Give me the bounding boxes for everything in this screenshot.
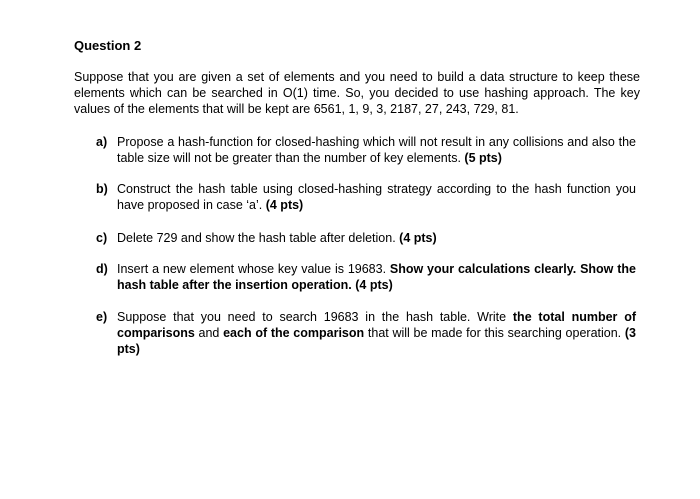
part-e-text — [117, 309, 636, 357]
part-b-text — [117, 181, 636, 213]
part-e-body-1: Suppose that you need to search 19683 in the hash table. Write — [117, 310, 513, 324]
part-d-text — [117, 261, 636, 293]
part-e-bold-1: the total number of comparisons — [117, 310, 636, 340]
part-e-points: (3 pts) — [117, 326, 636, 356]
part-a-body: Propose a hash-function for closed-hashing which will not result in any collisions and also the table size will not be greater than the number of key elements. — [117, 135, 636, 165]
part-b-points: (4 pts) — [265, 198, 304, 212]
part-c-points: (4 pts) — [399, 231, 437, 245]
part-c-text — [117, 230, 636, 246]
part-c-label: c) — [96, 231, 108, 245]
part-a-label: a) — [96, 135, 108, 149]
part-a-points: (5 pts) — [464, 151, 502, 165]
part-b-body: Construct the hash table using closed-hashing strategy according to the hash function you have proposed in case ‘a’. — [117, 182, 636, 212]
part-a-text — [117, 134, 636, 166]
part-e-bold-2: each of the comparison — [223, 326, 365, 340]
part-d-body: Insert a new element whose key value is 19683. — [117, 262, 390, 276]
part-b-label: b) — [96, 182, 108, 196]
part-e-label: e) — [96, 310, 108, 324]
part-e-body-3: that will be made for this searching operation. — [364, 326, 625, 340]
part-c-body: Delete 729 and show the hash table after deletion. — [117, 231, 400, 245]
part-d-label: d) — [96, 262, 108, 276]
question-title: Question 2 — [74, 38, 142, 53]
question-intro: Suppose that you are given a set of elements and you need to build a data structure to keep these elements which can be searched in O(1) time. So, you decided to use hashing approach. The key values of the elements that will be kept are 6561, 1, 9, 3, 2187, 27, 243, 729, 81. — [74, 70, 640, 116]
part-e-body-2: and — [194, 326, 224, 340]
part-d-bold: Show your calculations clearly. Show the hash table after the insertion operation. (4 pts) — [117, 262, 636, 292]
